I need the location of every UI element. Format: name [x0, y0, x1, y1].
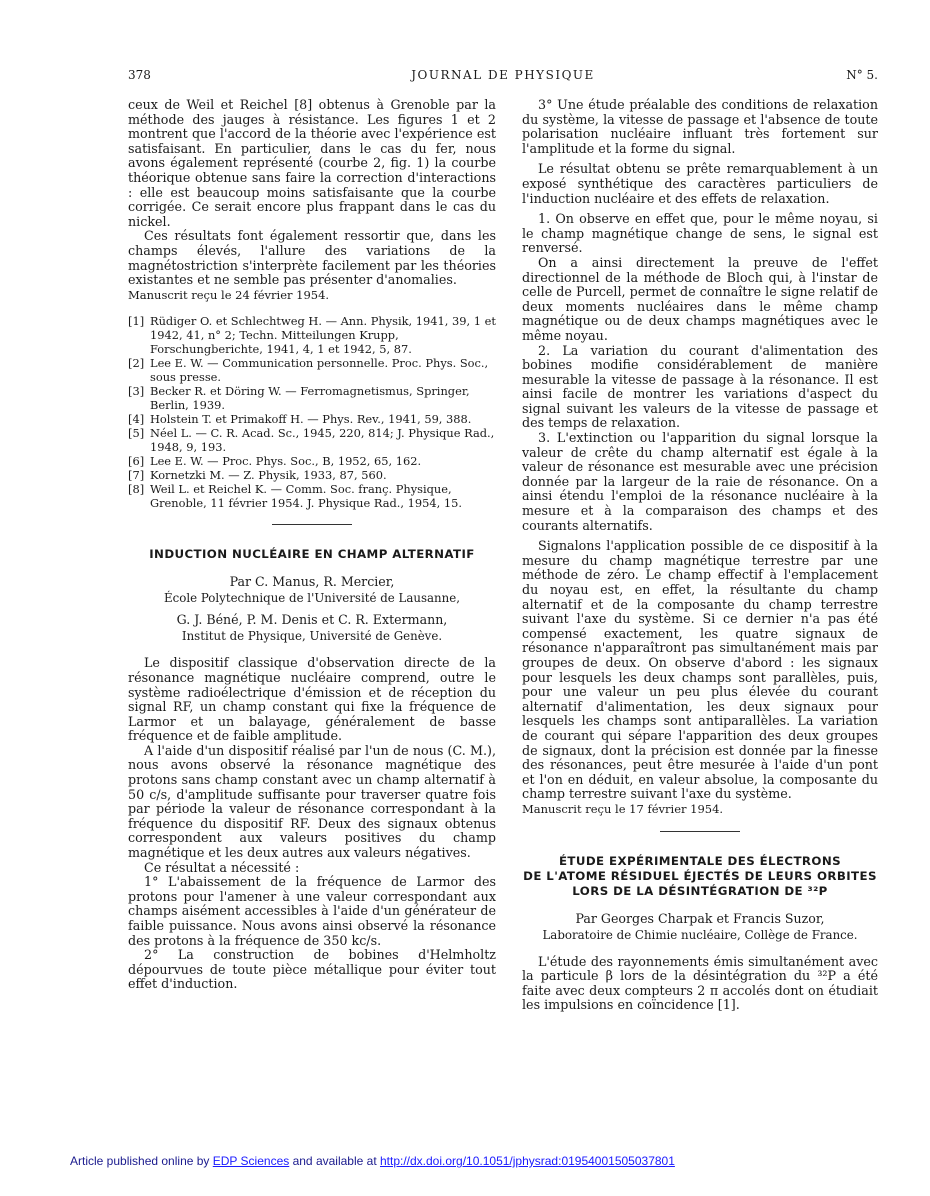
reference-item	[128, 426, 496, 454]
author-affiliation: Institut de Physique, Université de Genève.	[181, 629, 443, 644]
journal-name: JOURNAL DE PHYSIQUE	[411, 68, 595, 82]
publisher-link[interactable]: EDP Sciences	[212, 1154, 290, 1168]
reference-number: [6]	[128, 454, 145, 469]
reference-text: Lee E. W. — Communication personnelle. Proc. Phys. Soc., sous presse.	[150, 356, 489, 385]
paragraph: 3° Une étude préalable des conditions de relaxation du système, la vitesse de passage et l'absence de toute polarisation nucléaire influant très fortement sur l'amplitude et la forme du signal.	[522, 97, 878, 156]
reference-number: [3]	[128, 384, 145, 399]
paragraph: A l'aide d'un dispositif réalisé par l'un de nous (C. M.), nous avons observé la résonance magnétique des protons sans champ constant avec un champ alternatif à 50 c/s, d'amplitude suffisante pour traverser quatre fois par période la valeur de résonance correspondant à la fréquence du dispositif RF. Deux des signaux obtenus correspondent aux valeurs positives du champ magnétique et les deux autres aux valeurs négatives.	[128, 742, 496, 861]
reference-item	[128, 412, 496, 426]
received-date: Manuscrit reçu le 24 février 1954.	[128, 287, 330, 302]
reference-number: [7]	[128, 468, 145, 483]
running-header	[128, 68, 878, 88]
issue-number: N° 5.	[846, 68, 878, 82]
paragraph: 3. L'extinction ou l'apparition du signal lorsque la valeur de crête du champ alternatif est égale à la valeur de résonance est mesurable avec une précision donnée par la largeur de la raie de résonance. On a ainsi étendu l'emploi de la résonance nucléaire à la mesure et à la comparaison des champs et des courants alternatifs.	[522, 430, 878, 533]
title-line: LORS DE LA DÉSINTÉGRATION DE ³²P	[572, 883, 828, 898]
page-number: 378	[128, 68, 151, 82]
reference-item	[128, 468, 496, 482]
reference-text: Rüdiger O. et Schlechtweg H. — Ann. Physik, 1941, 39, 1 et 1942, 41, n° 2; Techn. Mitteilungen Krupp, Forschungberichte, 1941, 4, 1 et 1942, 5, 87.	[150, 314, 496, 357]
author-affiliation: École Polytechnique de l'Université de Lausanne,	[164, 591, 460, 606]
author-byline: Par Georges Charpak et Francis Suzor,	[575, 910, 825, 926]
right-column	[522, 98, 878, 1013]
doi-link[interactable]: http://dx.doi.org/10.1051/jphysrad:01954001505037801	[379, 1154, 675, 1168]
reference-item	[128, 314, 496, 356]
paragraph: 2° La construction de bobines d'Helmholtz dépourvues de toute pièce métallique pour éviter tout effet d'induction.	[128, 947, 496, 992]
paragraph: Le résultat obtenu se prête remarquablement à un exposé synthétique des caractères particuliers de l'induction nucléaire et des effets de relaxation.	[522, 161, 878, 206]
reference-item	[128, 356, 496, 384]
reference-number: [4]	[128, 412, 145, 427]
reference-text: Becker R. et Döring W. — Ferromagnetismus, Springer, Berlin, 1939.	[150, 384, 470, 413]
paragraph: 2. La variation du courant d'alimentation des bobines modifie considérablement de manière mesurable la vitesse de passage à la résonance. Il est ainsi facile de montrer les variations d'aspect du signal suivant les valeurs de la vitesse de passage et des temps de relaxation.	[522, 342, 878, 431]
reference-text: Néel L. — C. R. Acad. Sc., 1945, 220, 814; J. Physique Rad., 1948, 9, 193.	[150, 426, 495, 455]
paragraph: Le dispositif classique d'observation directe de la résonance magnétique nucléaire comprend, outre le système radioélectrique d'émission et de réception du signal RF, un champ constant qui fixe la fréquence de Larmor et un balayage, généralement de basse fréquence et de faible amplitude.	[128, 655, 496, 744]
author-byline: Par C. Manus, R. Mercier,	[229, 574, 395, 590]
section-separator	[272, 524, 352, 525]
reference-text: Holstein T. et Primakoff H. — Phys. Rev., 1941, 59, 388.	[150, 412, 472, 427]
reference-text: Lee E. W. — Proc. Phys. Soc., B, 1952, 65, 162.	[150, 454, 422, 469]
left-column	[128, 98, 496, 992]
received-date: Manuscrit reçu le 17 février 1954.	[522, 801, 724, 816]
reference-text: Kornetzki M. — Z. Physik, 1933, 87, 560.	[150, 468, 387, 483]
paragraph: Ces résultats font également ressortir que, dans les champs élevés, l'allure des variations de la magnétostriction s'interprète facilement par les théories existantes et ne semble pas présenter d'anomalies.	[128, 228, 496, 288]
reference-item	[128, 454, 496, 468]
title-line: DE L'ATOME RÉSIDUEL ÉJECTÉS DE LEURS ORBITES	[523, 868, 877, 883]
author-affiliation: Laboratoire de Chimie nucléaire, Collège de France.	[542, 927, 858, 942]
author-byline: G. J. Béné, P. M. Denis et C. R. Extermann,	[176, 612, 448, 628]
publication-footer	[70, 1154, 675, 1168]
reference-text: Weil L. et Reichel K. — Comm. Soc. franç. Physique, Grenoble, 11 février 1954. J. Physique Rad., 1954, 15.	[150, 482, 462, 511]
paragraph: ceux de Weil et Reichel [8] obtenus à Grenoble par la méthode des jauges à résistance. Les figures 1 et 2 montrent que l'accord de la théorie avec l'expérience est satisfaisant. En particulier, dans le cas du fer, nous avons également représenté (courbe 2, fig. 1) la courbe théorique obtenue sans faire la correction d'interactions : elle est beaucoup moins satisfaisante que la courbe corrigée. Ce serait encore plus frappant dans le cas du nickel.	[128, 97, 496, 229]
article-title: INDUCTION NUCLÉAIRE EN CHAMP ALTERNATIF	[149, 547, 475, 562]
footer-text: Article published online by	[70, 1154, 213, 1168]
footer-text: and available at	[289, 1154, 380, 1168]
reference-number: [1]	[128, 314, 145, 329]
paragraph: Signalons l'application possible de ce dispositif à la mesure du champ magnétique terrestre par une méthode de zéro. Le champ effectif à l'emplacement du noyau est, en effet, la résultante du champ alternatif et de la composante du champ terrestre suivant l'axe du système. Si ce dernier n'a pas été compensé exactement, les quatre signaux de résonance n'apparaîtront pas simultanément mais par groupes de deux. On observe d'abord : les signaux pour lesquels les deux champs sont parallèles, puis, pour une valeur un peu plus élevée du courant alternatif d'alimentation, les deux signaux pour lesquels les champs sont antiparallèles. La variation de courant qui sépare l'apparition des deux groupes de signaux, dont la précision est donnée par la finesse des résonances, peut être mesurée à l'aide d'un pont et l'on en déduit, en valeur absolue, la composante du champ terrestre suivant l'axe du système.	[522, 538, 878, 802]
references-list	[128, 314, 496, 510]
reference-number: [2]	[128, 356, 145, 371]
paragraph: Ce résultat a nécessité :	[144, 859, 300, 875]
section-separator	[660, 831, 740, 832]
paragraph: L'étude des rayonnements émis simultanément avec la particule β lors de la désintégration du ³²P a été faite avec deux compteurs 2 π accolés dont on étudiait les impulsions en coïncidence [1].	[522, 953, 878, 1013]
paragraph: 1° L'abaissement de la fréquence de Larmor des protons pour l'amener à une valeur correspondant aux champs aisément accessibles à l'aide d'un générateur de faible puissance. Nous avons ainsi observé la résonance des protons à la fréquence de 350 kc/s.	[128, 874, 496, 948]
article-title	[522, 854, 878, 899]
paragraph: 1. On observe en effet que, pour le même noyau, si le champ magnétique change de sens, le signal est renversé.	[522, 211, 878, 256]
title-line: ÉTUDE EXPÉRIMENTALE DES ÉLECTRONS	[558, 853, 842, 868]
reference-item	[128, 384, 496, 412]
reference-number: [5]	[128, 426, 145, 441]
reference-item	[128, 482, 496, 510]
reference-number: [8]	[128, 482, 145, 497]
paragraph: On a ainsi directement la preuve de l'effet directionnel de la méthode de Bloch qui, à l'instar de celle de Purcell, permet de connaître le signe relatif de deux moments nucléaires dans le même champ magnétique ou de deux champs magnétiques avec le même noyau.	[522, 254, 878, 343]
